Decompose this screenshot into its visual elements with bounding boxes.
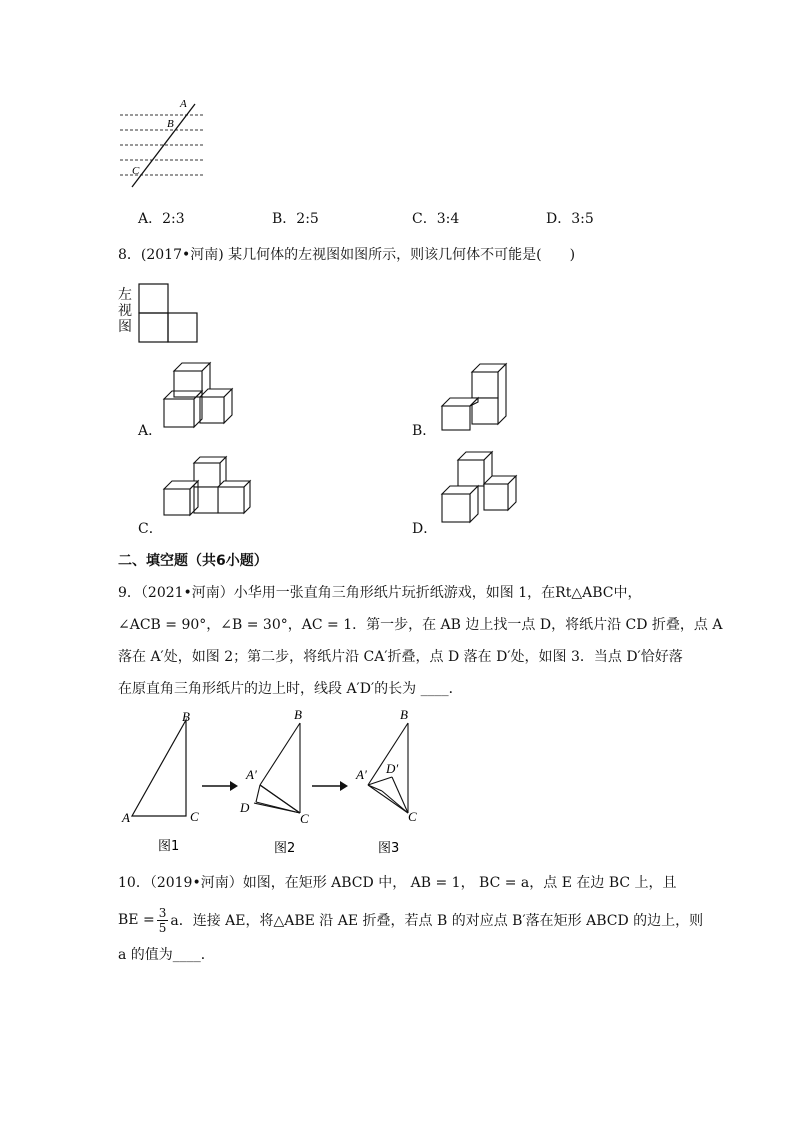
q10-be-prefix: BE =: [118, 912, 155, 928]
fig2-label-b: B: [294, 707, 302, 722]
fig1-label-b: B: [182, 709, 190, 724]
q9-line-2: ∠ACB = 90°，∠B = 30°，AC = 1．第一步，在 AB 边上找一点 D，将纸片沿 CD 折叠，点 A: [118, 617, 723, 633]
q8-option-a-figure: [160, 358, 235, 428]
section-2-title: 二、填空题（共6小题）: [118, 553, 268, 569]
q8-option-d-figure: [440, 450, 520, 530]
q10-frac-num: 3: [158, 905, 167, 920]
q10-frac-den: 5: [158, 920, 167, 935]
fig3-label-b: B: [400, 707, 408, 722]
fig2-label-a1: A′: [246, 767, 257, 782]
q10-line-2-rest: a．连接 AE，将△ABE 沿 AE 折叠，若点 B 的对应点 B′落在矩形 ABCD 的边上，则: [170, 913, 704, 929]
arrow-right-icon: [310, 780, 350, 792]
q8-left-view-figure: [138, 283, 200, 345]
q8-option-c-label: C．: [138, 521, 163, 537]
q8-view-label: 左 视 图: [118, 287, 132, 335]
q10-line-3: a 的值为____．: [118, 947, 215, 963]
q8-option-b-figure: [440, 362, 510, 432]
fig3-label-a1: A′: [356, 767, 367, 782]
q7-option-d: D．3:5: [546, 211, 594, 227]
q9-line-1: 9．（2021•河南）小华用一张直角三角形纸片玩折纸游戏，如图 1，在Rt△ABC中，: [118, 585, 642, 601]
q7-option-a: A．2:3: [138, 211, 185, 227]
q9-figure-3: [352, 705, 442, 860]
fig3-label-c: C: [408, 809, 417, 824]
fig2-label-c: C: [300, 811, 309, 826]
q8-stem: 8．(2017•河南) 某几何体的左视图如图所示，则该几何体不可能是( ): [118, 247, 576, 263]
q7-option-c: C．3:4: [412, 211, 460, 227]
q9-line-4: 在原直角三角形纸片的边上时，线段 A′D′的长为 ____．: [118, 681, 463, 697]
q10-fraction: [157, 906, 169, 935]
q7-parallel-lines-figure: [115, 95, 215, 195]
q8-option-c-figure: [160, 455, 255, 520]
q10-line-1: 10．（2019•河南）如图，在矩形 ABCD 中， AB = 1， BC = a，点 E 在边 BC 上，且: [118, 875, 677, 891]
q7-label-c: C: [132, 165, 140, 177]
q8-option-d-label: D．: [412, 521, 438, 537]
fig1-label-c: C: [190, 809, 199, 824]
q7-label-b: B: [167, 118, 174, 130]
fig2-caption: 图2: [274, 841, 296, 856]
fig1-caption: 图1: [158, 839, 180, 854]
fig1-label-a: A: [122, 810, 130, 825]
q7-option-b: B．2:5: [272, 211, 319, 227]
q9-line-3: 落在 A′处，如图 2；第二步，将纸片沿 CA′折叠，点 D 落在 D′处，如图 3．当点 D′恰好落: [118, 649, 683, 665]
q7-label-a: A: [180, 98, 187, 110]
arrow-right-icon: [200, 780, 240, 792]
q10-line-2: [118, 902, 703, 938]
fig3-caption: 图3: [378, 841, 400, 856]
fig2-label-d: D: [240, 800, 250, 815]
q8-option-a-label: A．: [138, 423, 163, 439]
q8-option-b-label: B．: [412, 423, 437, 439]
fig3-label-d1: D′: [386, 761, 399, 776]
